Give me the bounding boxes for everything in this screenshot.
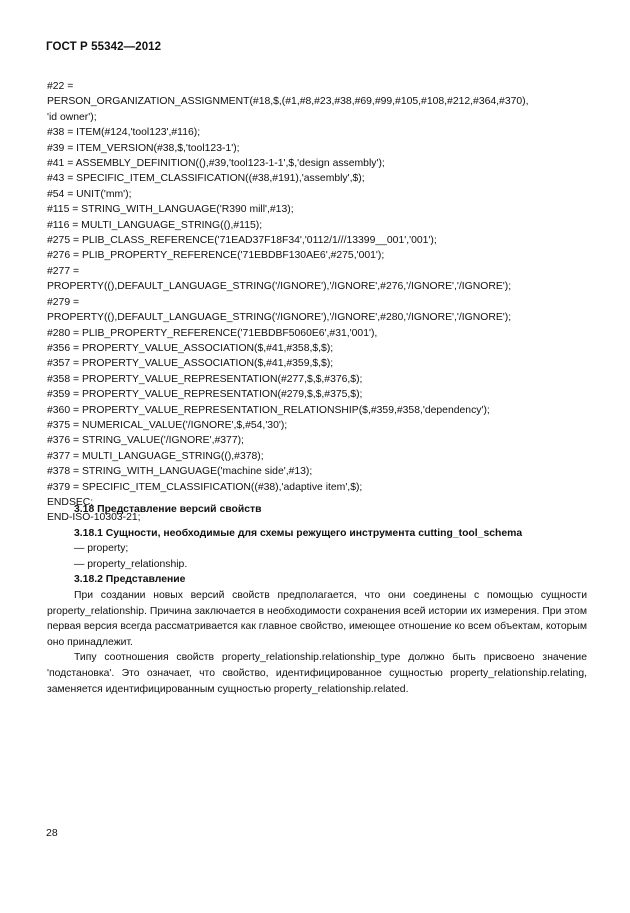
code-line: #375 = NUMERICAL_VALUE('/IGNORE',$,#54,'30');: [47, 419, 288, 431]
code-line: #378 = STRING_WITH_LANGUAGE('machine side',#13);: [47, 466, 313, 478]
page-number: 28: [46, 827, 58, 839]
step-code-block: [47, 79, 607, 526]
subsection-heading-3-18-1: 3.18.1 Сущности, необходимые для схемы режущего инструмента cutting_tool_schema: [74, 527, 523, 539]
code-line: ENDSEC;: [47, 496, 94, 508]
code-line: #39 = ITEM_VERSION(#38,$,'tool123-1');: [47, 142, 240, 154]
code-line: #379 = SPECIFIC_ITEM_CLASSIFICATION((#38),'adaptive item',$);: [47, 481, 363, 493]
code-line: #276 = PLIB_PROPERTY_REFERENCE('71EBDBF130AE6',#275,'001');: [47, 250, 385, 262]
subsection-heading-3-18-2: 3.18.2 Представление: [74, 574, 186, 586]
code-line: #43 = SPECIFIC_ITEM_CLASSIFICATION((#38,#191),'assembly',$);: [47, 173, 365, 185]
code-line: #22 =: [47, 81, 74, 92]
list-item: — property_relationship.: [74, 558, 188, 570]
code-line: #359 = PROPERTY_VALUE_REPRESENTATION(#279,$,$,#375,$);: [47, 389, 363, 401]
code-line: #116 = MULTI_LANGUAGE_STRING((),#115);: [47, 219, 263, 231]
body-paragraph: Типу соотношения свойств property_relationship.relationship_type должно быть присвоено значение 'подстановка'. Это означает, что свойство, идентифицированное сущностью property_relationship.relating, заменяется идентифицированным сущностью property_relationship.related.: [47, 652, 587, 695]
code-line: END-ISO-10303-21;: [47, 512, 141, 524]
section-heading: 3.18 Представление версий свойств: [74, 504, 262, 515]
code-line: PROPERTY((),DEFAULT_LANGUAGE_STRING('/IGNORE'),'/IGNORE',#280,'/IGNORE','/IGNORE');: [47, 312, 512, 324]
code-line: #115 = STRING_WITH_LANGUAGE('R390 mill',#13);: [47, 204, 294, 216]
list-item: — property;: [74, 543, 129, 555]
code-line: PROPERTY((),DEFAULT_LANGUAGE_STRING('/IGNORE'),'/IGNORE',#276,'/IGNORE','/IGNORE');: [47, 281, 512, 293]
code-line: #275 = PLIB_CLASS_REFERENCE('71EAD37F18F34','0112/1///13399__001','001');: [47, 235, 437, 247]
code-line: #280 = PLIB_PROPERTY_REFERENCE('71EBDBF5060E6',#31,'001'),: [47, 327, 378, 339]
code-line: #38 = ITEM(#124,'tool123',#116);: [47, 127, 201, 139]
document-header: ГОСТ Р 55342—2012: [46, 41, 162, 53]
body-paragraph: При создании новых версий свойств предполагается, что они соединены с помощью сущности property_relationship. Причина заключается в необходимости сохранения всей истории их измерения. При этом первая версия всегда рассматривается как главное свойство, имеющее отношение ко всем объектам, которым оно принадлежит.: [47, 589, 587, 648]
code-line: #279 =: [47, 296, 80, 308]
code-line: #377 = MULTI_LANGUAGE_STRING((),#378);: [47, 450, 264, 462]
section-3-18: [47, 502, 587, 697]
code-line: #277 =: [47, 265, 80, 277]
code-line: #54 = UNIT('mm');: [47, 188, 132, 200]
code-line: #358 = PROPERTY_VALUE_REPRESENTATION(#277,$,$,#376,$);: [47, 373, 363, 385]
code-line: #376 = STRING_VALUE('/IGNORE',#377);: [47, 435, 244, 447]
code-line: 'id owner');: [47, 111, 97, 123]
code-line: PERSON_ORGANIZATION_ASSIGNMENT(#18,$,(#1,#8,#23,#38,#69,#99,#105,#108,#212,#364,#370),: [47, 96, 529, 108]
code-line: #360 = PROPERTY_VALUE_REPRESENTATION_RELATIONSHIP($,#359,#358,'dependency');: [47, 404, 490, 416]
code-line: #357 = PROPERTY_VALUE_ASSOCIATION($,#41,#359,$,$);: [47, 358, 334, 370]
code-line: #356 = PROPERTY_VALUE_ASSOCIATION($,#41,#358,$,$);: [47, 342, 334, 354]
code-line: #41 = ASSEMBLY_DEFINITION((),#39,'tool123-1-1',$,'design assembly');: [47, 158, 385, 170]
